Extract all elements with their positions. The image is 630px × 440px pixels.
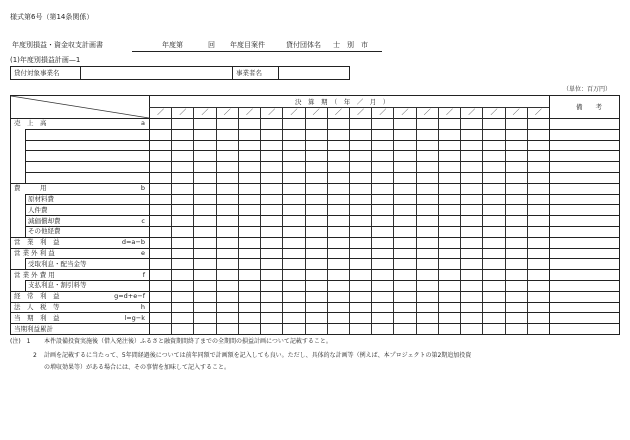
note-1-number: (注) 1 [10,338,31,345]
note-2-continued: の増収効果等）がある場合には、その事情を加味して記入すること。 [44,364,231,371]
period-slash: ／ [379,108,387,116]
period-column-border [216,107,217,334]
period-column-border [438,107,439,334]
subrow-indent-border [25,226,26,237]
period-slash: ／ [401,108,409,116]
period-column-border [260,107,261,334]
subrow-border [25,226,619,227]
subrow-indent-border [25,172,26,183]
subrow-indent-border [25,280,26,291]
period-column-border [349,107,350,334]
period-slash: ／ [312,108,320,116]
subrow-indent-border [25,258,26,269]
row-label: 人件費 [28,205,48,214]
period-column-border [193,107,194,334]
operator-name-input[interactable] [279,67,349,79]
subrow-border [25,161,619,162]
note-1-text: 本件設備投資実施後（借入発注後）ふるさと融資期間終了までの全期間の損益計画について記載すること。 [44,338,332,345]
subrow-indent-border [25,204,26,215]
row-formula: f [142,270,145,279]
plan-kind-field[interactable]: 年度目案件 [230,41,265,49]
row-formula: a [141,119,145,128]
row-border [11,183,619,184]
subrow-indent-border [25,161,26,172]
subrow-border [25,280,619,281]
row-border [11,269,619,270]
project-info-box [10,66,350,80]
subrow-border [25,140,619,141]
recipient-label: 貸付団体名 [286,41,321,49]
header-bottom-border [11,118,619,119]
row-label: 受取利息・配当金等 [28,259,87,268]
plan-count-field[interactable]: 回 [208,41,215,49]
profit-loss-table [10,95,620,335]
row-formula: h [140,303,145,311]
row-label: 当期利益累計 [14,324,53,333]
period-column-border [327,107,328,334]
subrow-border [25,194,619,195]
subrow-indent-border [25,140,26,151]
row-label: 支払利息・割引料等 [28,281,87,290]
period-column-border [460,107,461,334]
row-border [11,237,619,238]
period-slash: ／ [179,108,187,116]
project-name-label: 貸付対象事業名 [11,67,81,79]
period-slash: ／ [534,108,542,116]
row-label: その他経費 [28,227,61,236]
operator-name-label: 事業者名 [233,67,279,79]
subrow-border [25,215,619,216]
row-label: 減価償却費 [28,216,61,225]
unit-label: （単位：百万円） [563,86,612,93]
row-label: 経 常 利 益 [14,292,60,301]
subrow-border [25,172,619,173]
period-slash: ／ [157,108,165,116]
row-formula: b [140,184,145,193]
project-name-input[interactable] [81,67,233,79]
recipient-value[interactable]: 士 別 市 [333,41,368,49]
subrow-indent-border [25,129,26,140]
row-label: 営 業 外 費 用 [14,270,55,279]
subrow-indent-border [25,150,26,161]
row-formula: l=g−k [124,313,145,322]
subrow-border [25,129,619,130]
subrow-border [25,258,619,259]
period-column-border [416,107,417,334]
period-slash: ／ [268,108,276,116]
period-slash: ／ [357,108,365,116]
row-formula: c [141,216,145,225]
row-border [11,302,619,303]
row-border [11,323,619,324]
section-title: (1)年度別損益計画—1 [10,56,81,64]
document-title: 年度別損益・資金収支計画書 [12,41,103,49]
row-border [11,291,619,292]
period-slash: ／ [423,108,431,116]
row-label: 費 用 [14,184,47,193]
period-slash: ／ [446,108,453,116]
subrow-indent-border [25,215,26,226]
period-slash: ／ [246,108,253,116]
period-column-border [482,107,483,334]
period-header: 決 算 期 （ 年 ／ 月 ） [295,98,390,106]
row-formula: g=d+e−f [114,292,145,301]
subrow-border [25,150,619,151]
period-slash: ／ [201,108,209,116]
row-label: 売 上 高 [14,119,47,128]
period-column-border [171,107,172,334]
period-slash: ／ [468,108,476,116]
period-column-border [371,107,372,334]
period-slash: ／ [223,108,231,116]
row-border [11,312,619,313]
row-label: 営 業 外 利 益 [14,249,55,257]
title-underline [132,51,382,52]
note-2-text: 計画を記載するに当たって、5年間経過後については前年同額で計画額を記入しても良い。ただし、具体的な計画等（例えば、本プロジェクトの第2期追加投資 [44,352,472,359]
form-number: 様式第6号（第14条関係） [10,13,94,21]
header-diagonal [11,96,149,118]
period-column-border [393,107,394,334]
note-2-number: 2 [33,352,37,359]
row-label: 営 業 利 益 [14,238,60,247]
subrow-border [25,204,619,205]
period-column-border [505,107,506,334]
row-formula: e [141,249,145,257]
period-slash: ／ [490,108,498,116]
period-slash: ／ [290,108,298,116]
period-column-border [527,107,528,334]
subrow-indent-border [25,194,26,205]
row-label: 当 期 利 益 [14,313,60,322]
row-label: 原材料費 [28,195,54,203]
row-formula: d=a−b [121,238,145,247]
period-column-border [282,107,283,334]
plan-year-field[interactable]: 年度第 [162,41,183,49]
remarks-header: 備 考 [576,103,602,111]
period-slash: ／ [334,108,342,116]
period-slash: ／ [512,108,520,116]
row-label: 法 人 税 等 [14,303,60,311]
period-column-border [238,107,239,334]
period-column-border [305,107,306,334]
row-border [11,248,619,249]
